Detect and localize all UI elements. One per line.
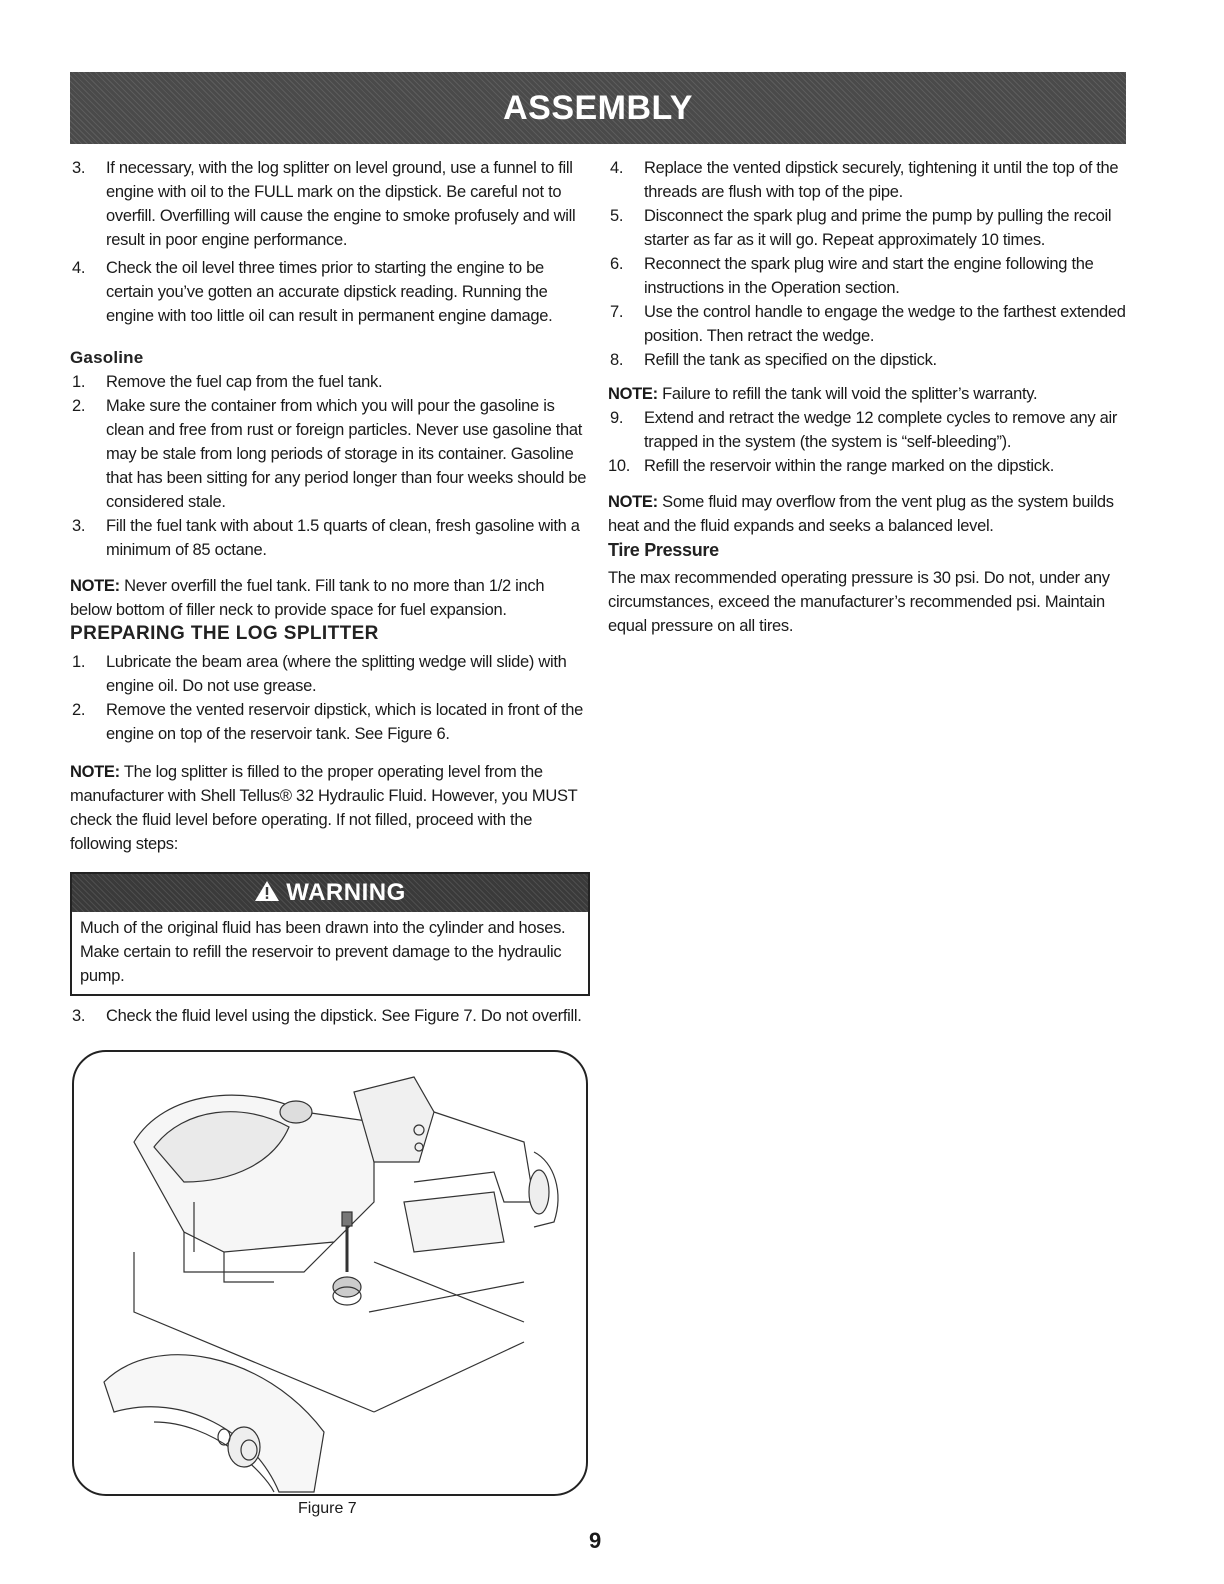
warning-text: Much of the original fluid has been drawn into the cylinder and hoses. Make certain to refill the reservoir to prevent damage to the hydraulic pump. [80, 919, 566, 985]
list-item: 8. Refill the tank as specified on the dipstick. [610, 351, 937, 369]
preparing-steps [70, 650, 590, 746]
list-item: 7. Use the control handle to engage the wedge to the farthest extended position. Then retract the wedge. [610, 303, 1126, 345]
list-item: 1. Remove the fuel cap from the fuel tank. [72, 373, 383, 391]
list-item: 3. Check the fluid level using the dipstick. See Figure 7. Do not overfill. [72, 1007, 582, 1025]
fuel-note: NOTE: Never overfill the fuel tank. Fill tank to no more than 1/2 inch below bottom of filler neck to provide space for fuel expansion. [70, 577, 545, 619]
list-item: 2. Remove the vented reservoir dipstick, which is located in front of the engine on top of the reservoir tank. See Figure 6. [72, 701, 583, 743]
log-splitter-engine-drawing [74, 1052, 586, 1494]
tire-pressure-heading: Tire Pressure [608, 540, 719, 560]
right-column [608, 156, 1128, 638]
gasoline-heading: Gasoline [70, 348, 144, 367]
bleed-steps [608, 406, 1128, 478]
list-item: 3. If necessary, with the log splitter on level ground, use a funnel to fill engine with oil to the FULL mark on the dipstick. Be careful not to overfill. Overfilling will cause the engine to smoke profusely and will result in poor engine performance. [72, 159, 576, 249]
refill-steps [608, 156, 1128, 372]
list-item: 4. Check the oil level three times prior to starting the engine to be certain you’ve gotten an accurate dipstick reading. Running the engine with too little oil can result in permanent engine damage. [72, 259, 553, 325]
fluid-check-step [70, 1004, 590, 1028]
overflow-note: NOTE: Some fluid may overflow from the vent plug as the system builds heat and the fluid expands and seeks a balanced level. [608, 493, 1114, 535]
list-item: 5. Disconnect the spark plug and prime the pump by pulling the recoil starter as far as it will go. Repeat approximately 10 times. [610, 207, 1112, 249]
warranty-note: NOTE: Failure to refill the tank will void the splitter’s warranty. [608, 385, 1038, 403]
left-column [70, 156, 590, 1032]
figure-caption: Figure 7 [298, 1500, 357, 1517]
list-item: 4. Replace the vented dipstick securely, tightening it until the top of the threads are flush with top of the pipe. [610, 159, 1119, 201]
list-item: 10. Refill the reservoir within the range marked on the dipstick. [608, 457, 1054, 475]
warning-header [72, 874, 588, 912]
tire-pressure-text: The max recommended operating pressure is 30 psi. Do not, under any circumstances, exceed the manufacturer’s recommended psi. Maintain equal pressure on all tires. [608, 569, 1110, 635]
warning-title: WARNING [286, 879, 406, 906]
list-item: 3. Fill the fuel tank with about 1.5 quarts of clean, fresh gasoline with a minimum of 85 octane. [72, 517, 580, 559]
warning-box [70, 872, 590, 996]
list-item: 6. Reconnect the spark plug wire and start the engine following the instructions in the Operation section. [610, 255, 1094, 297]
hydraulic-note: NOTE: The log splitter is filled to the proper operating level from the manufacturer with Shell Tellus® 32 Hydraulic Fluid. However, you MUST check the fluid level before operating. If not filled, proceed with the following steps: [70, 763, 578, 853]
oil-steps [70, 156, 590, 328]
page-number: 9 [589, 1528, 602, 1553]
list-item: 1. Lubricate the beam area (where the splitting wedge will slide) with engine oil. Do not use grease. [72, 653, 567, 695]
warning-triangle-icon [254, 880, 280, 907]
page-title: ASSEMBLY [503, 88, 693, 127]
gasoline-steps [70, 370, 590, 562]
section-banner [70, 72, 1126, 144]
list-item: 2. Make sure the container from which you will pour the gasoline is clean and free from rust or foreign particles. Never use gasoline that may be stale from long periods of storage in its container. Gasoline that has been sitting for any period longer than four weeks should be considered stale. [72, 397, 587, 511]
list-item: 9. Extend and retract the wedge 12 complete cycles to remove any air trapped in the system (the system is “self-bleeding”). [610, 409, 1118, 451]
figure-7-illustration [72, 1050, 588, 1496]
preparing-heading: PREPARING THE LOG SPLITTER [70, 623, 379, 644]
